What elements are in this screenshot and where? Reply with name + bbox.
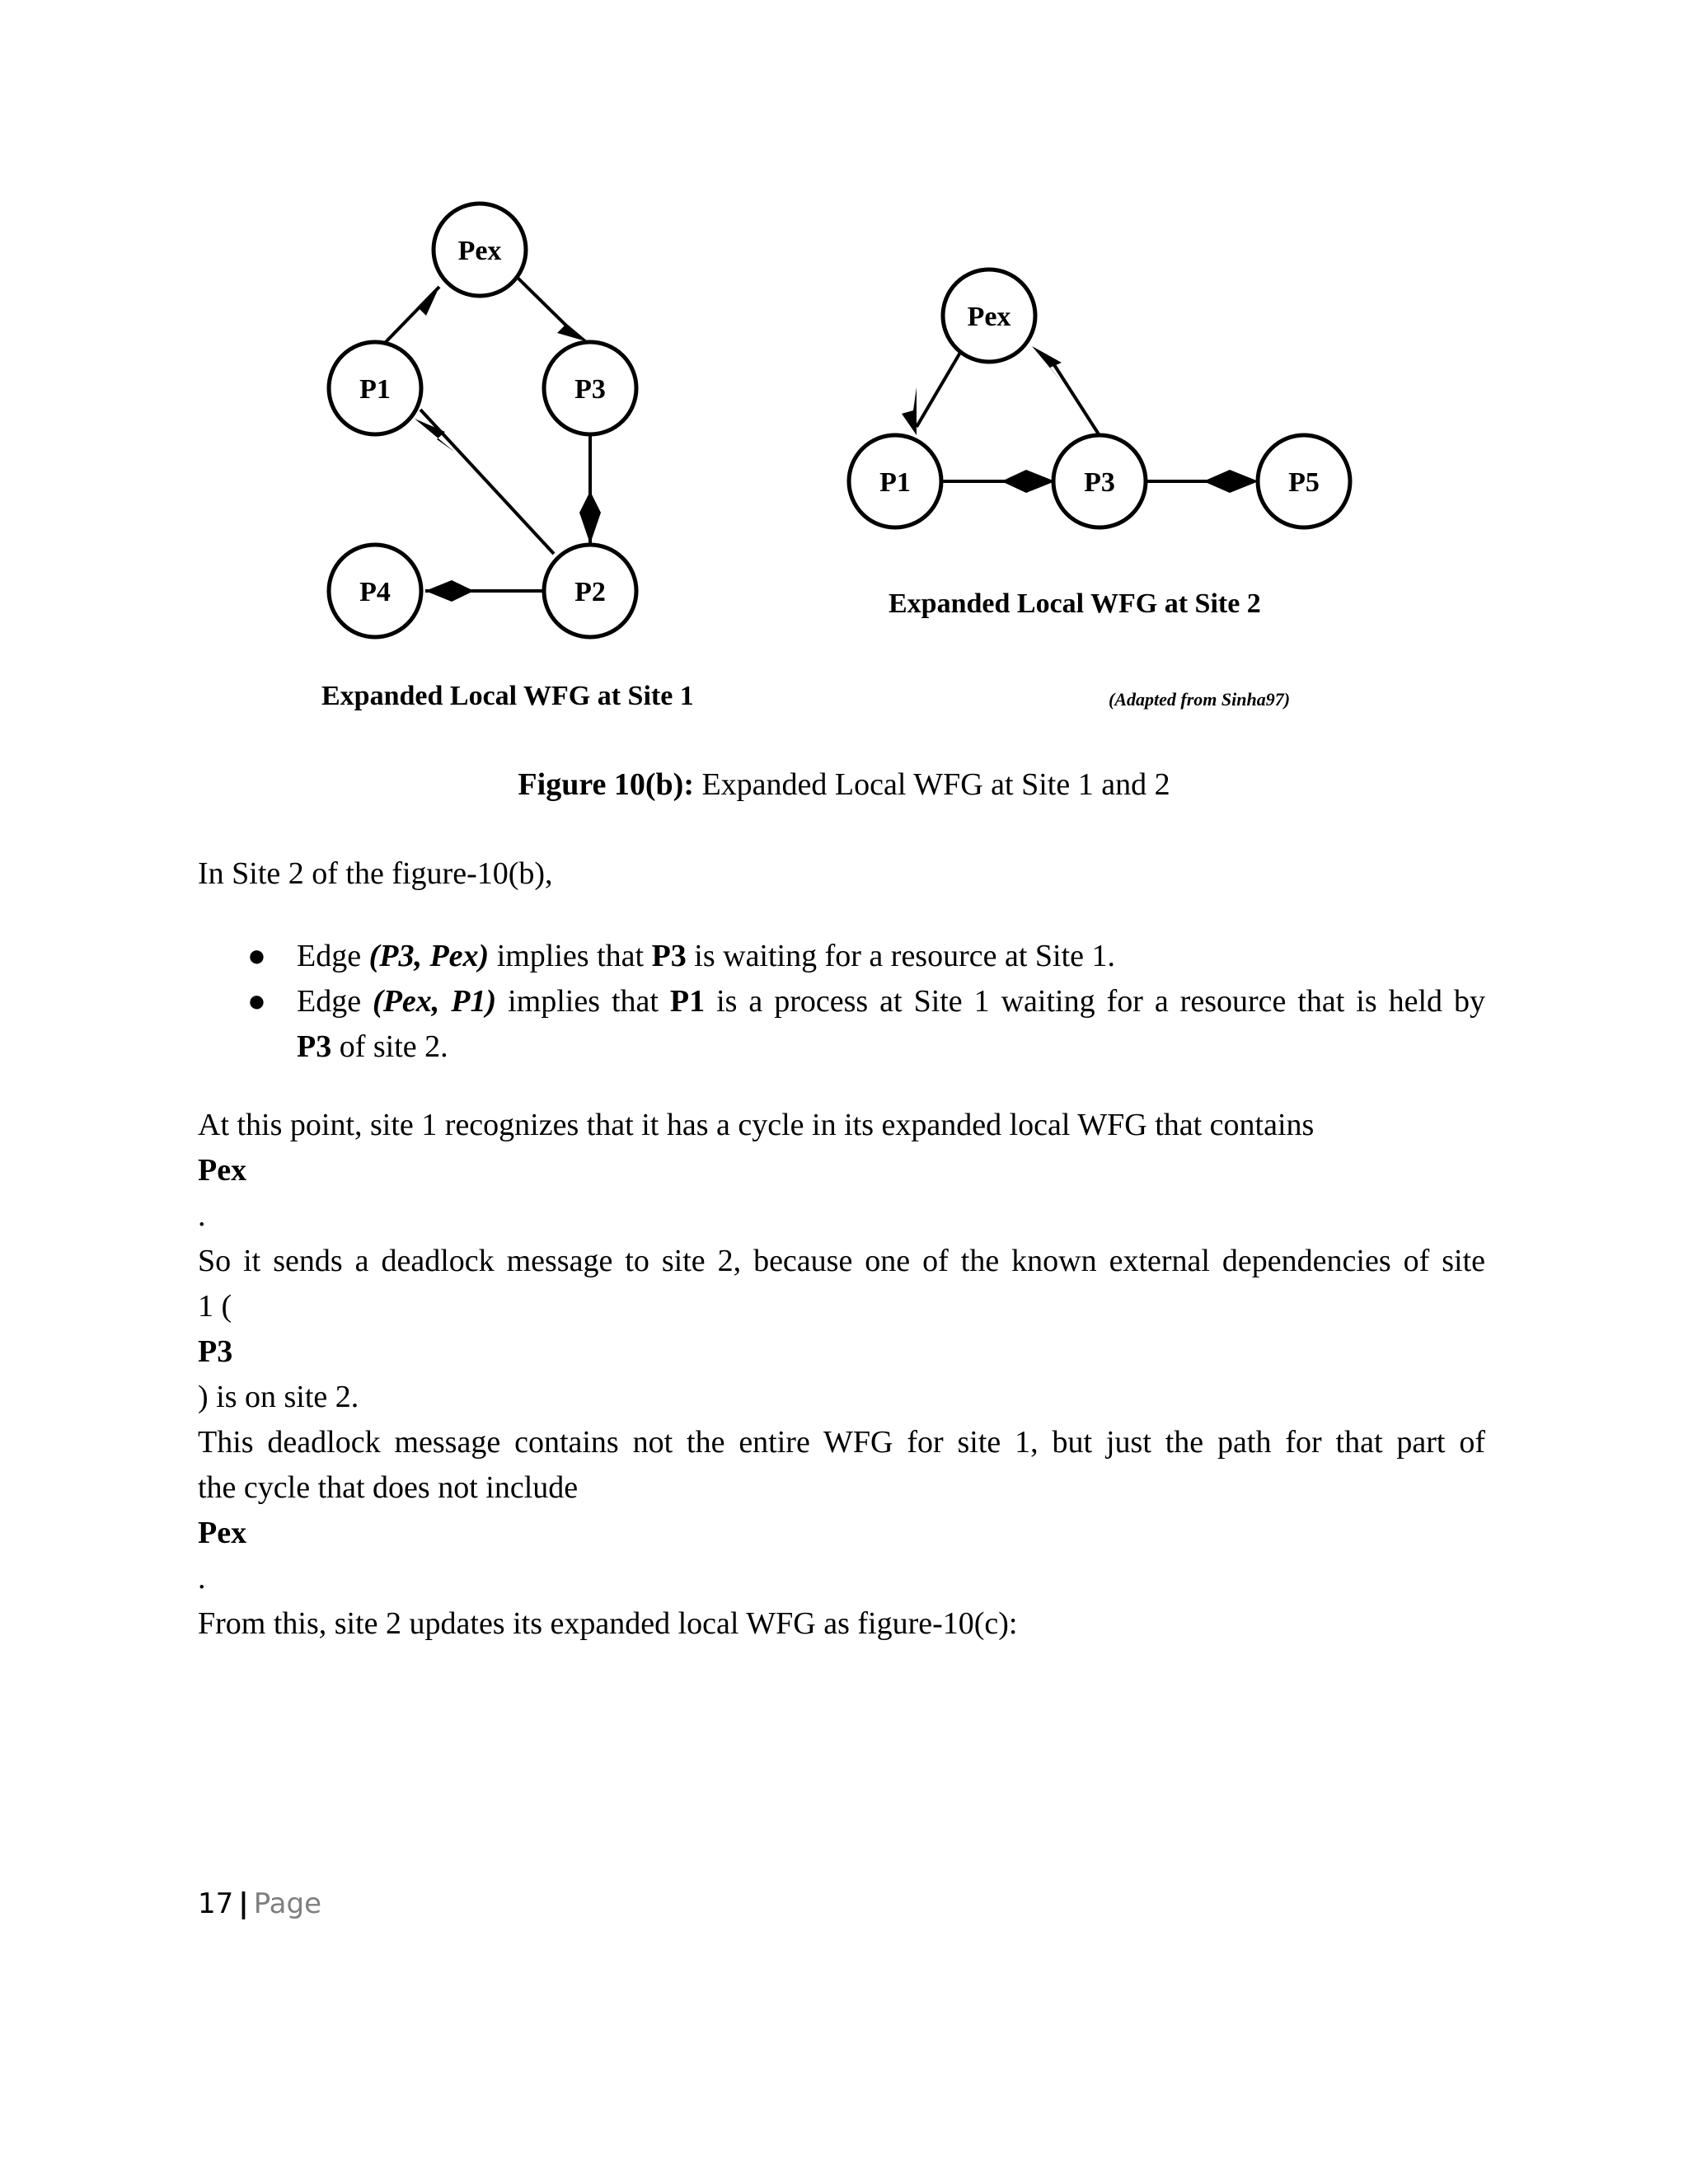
- bullet-icon: ●: [247, 984, 266, 1019]
- intro-paragraph: In Site 2 of the figure-10(b),: [198, 856, 553, 891]
- bullet2-pre: Edge: [297, 984, 373, 1019]
- bullet2-post2: of site 2.: [331, 1029, 448, 1064]
- list-item: [198, 934, 1485, 979]
- edge-pex-p3: [518, 278, 569, 328]
- svg-text:P5: P5: [1288, 467, 1320, 498]
- bullet2-mid: implies that: [496, 984, 670, 1019]
- para3-pre: the cycle that does not include: [198, 1470, 579, 1505]
- bullet2-proc: P1: [669, 984, 706, 1019]
- para1-bold: Pex: [198, 1153, 247, 1188]
- bullet1-mid: implies that: [489, 939, 652, 973]
- svg-text:P2: P2: [574, 577, 606, 607]
- edge-p3-pex: [1052, 361, 1100, 437]
- svg-text:P4: P4: [359, 577, 391, 607]
- bullet2-post: is a process at Site 1 waiting for a resource that is held by: [705, 984, 1485, 1019]
- para1: [198, 1103, 1485, 1239]
- figure-credit: (Adapted from Sinha97): [1109, 689, 1291, 710]
- edge-bullet-list: [198, 934, 1485, 1070]
- site2-node-p5: [1258, 435, 1350, 527]
- para3-end: .: [198, 1561, 206, 1596]
- para3-line2: [198, 1465, 1485, 1601]
- site1-node-p2: [544, 545, 636, 637]
- footer-page-label: Page: [253, 1887, 321, 1920]
- figure-caption-label: Figure 10(b):: [518, 767, 694, 802]
- svg-text:P3: P3: [1084, 467, 1115, 498]
- site1-node-pex: [434, 204, 526, 296]
- bullet2-proc2: P3: [297, 1029, 332, 1064]
- site2-node-pex: [943, 269, 1035, 362]
- svg-text:P1: P1: [879, 467, 911, 498]
- bullet2-line2: [297, 1024, 1485, 1070]
- para1-end: .: [198, 1198, 206, 1233]
- para2-post: ) is on site 2.: [198, 1380, 359, 1414]
- edge-p3-p2-arrowhead: [579, 491, 601, 544]
- bullet2-edge: (Pex, P1): [373, 984, 497, 1019]
- edge-pex-p1: [917, 351, 961, 427]
- site1-node-p1: [329, 342, 421, 434]
- site2-node-p1: [849, 435, 941, 527]
- para3-line1: This deadlock message contains not the entire WFG for site 1, but just the path for that part of: [198, 1425, 1485, 1460]
- svg-text:P1: P1: [359, 374, 391, 405]
- para2-line1: So it sends a deadlock message to site 2, because one of the known external dependencies of site: [198, 1244, 1485, 1278]
- para3-bold: Pex: [198, 1516, 247, 1550]
- figure-caption-text: Expanded Local WFG at Site 1 and 2: [693, 767, 1170, 802]
- edge-p3-pex-arrowhead: [1032, 346, 1065, 386]
- svg-text:Pex: Pex: [457, 236, 502, 266]
- site1-node-p4: [329, 545, 421, 637]
- figure-caption: [0, 766, 1688, 803]
- site1-caption: Expanded Local WFG at Site 1: [321, 681, 694, 711]
- bullet-icon: ●: [247, 939, 266, 973]
- para2-bold: P3: [198, 1334, 233, 1369]
- wfg-figure: [0, 0, 1688, 742]
- site2-caption: Expanded Local WFG at Site 2: [889, 588, 1261, 619]
- para2-line2: [198, 1284, 1485, 1420]
- para1-text: At this point, site 1 recognizes that it has a cycle in its expanded local WFG that contains: [198, 1108, 1315, 1142]
- site1-node-p3: [544, 342, 636, 434]
- body-paragraphs: [198, 1103, 1485, 1647]
- page-footer: [198, 1887, 321, 1920]
- svg-text:Pex: Pex: [967, 302, 1011, 332]
- svg-text:P3: P3: [574, 374, 606, 405]
- edge-p2-p4-arrowhead: [425, 580, 474, 602]
- para2-pre: 1 (: [198, 1289, 232, 1324]
- edge-site2-p1-p3-arrowhead: [1001, 470, 1055, 493]
- bullet1-proc: P3: [651, 939, 687, 973]
- bullet1-edge: (P3, Pex): [368, 939, 490, 973]
- edge-pex-p1-arrowhead: [902, 387, 917, 435]
- list-item: [198, 979, 1485, 1070]
- bullet1-pre: Edge: [297, 939, 369, 973]
- bullet1-post: is waiting for a resource at Site 1.: [686, 939, 1116, 973]
- page-number: 17: [198, 1887, 234, 1920]
- edge-p3-p5-arrowhead: [1203, 470, 1259, 493]
- edge-pex-p3-arrowhead: [557, 316, 588, 342]
- bullet2-line1: [297, 979, 1485, 1024]
- para4: From this, site 2 updates its expanded local WFG as figure-10(c):: [198, 1606, 1018, 1641]
- footer-separator: |: [238, 1887, 249, 1920]
- site2-node-p3: [1053, 435, 1146, 527]
